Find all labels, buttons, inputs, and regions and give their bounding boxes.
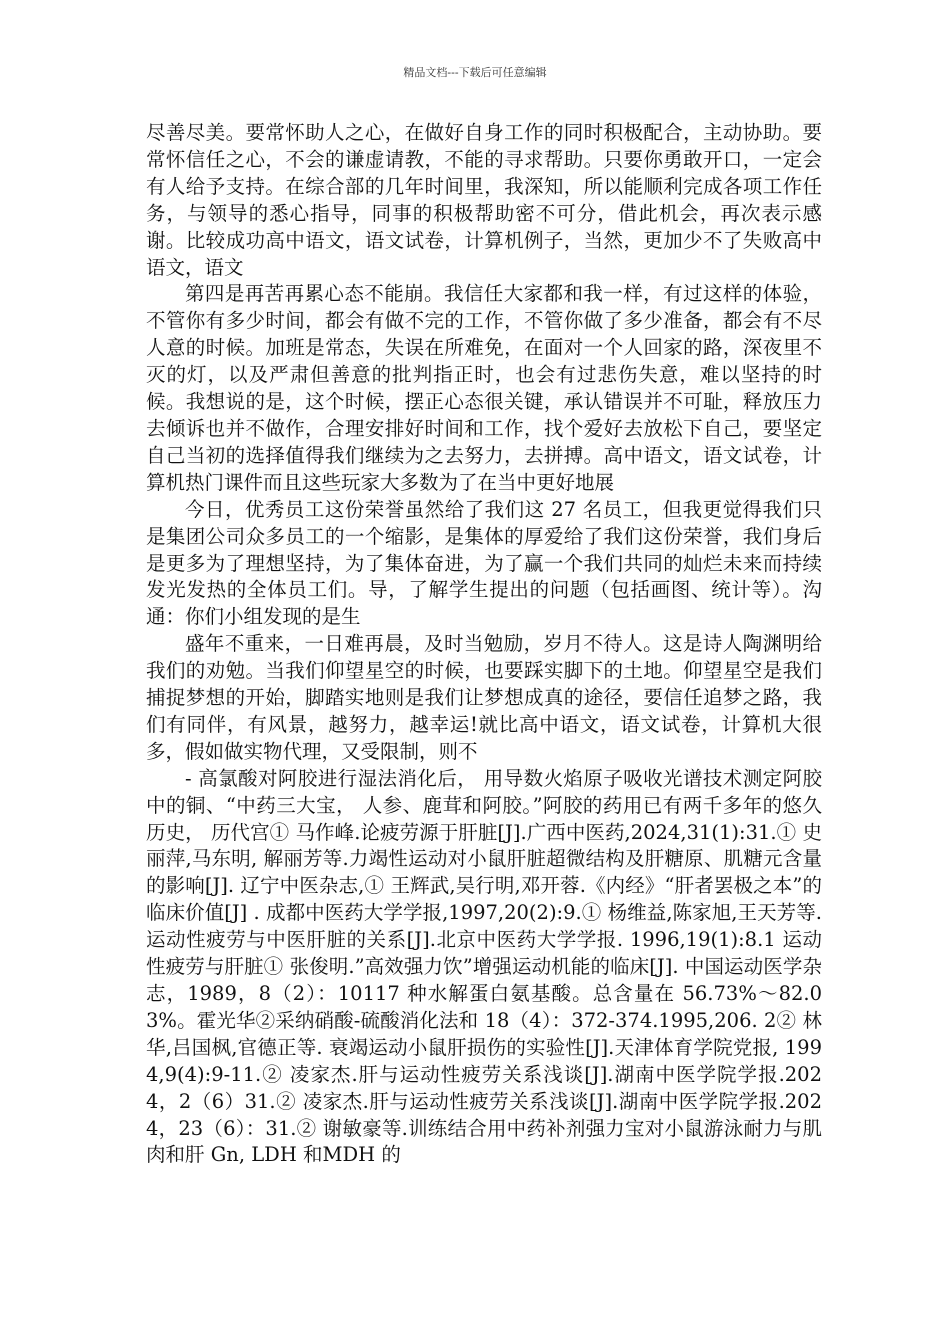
paragraph-2: 第四是再苦再累心态不能崩。我信任大家都和我一样，有过这样的体验，不管你有多少时间，都会有做不完的工作，不管你做了多少准备，都会有不尽人意的时候。加班是常态，失误在所难免，在面对一个人回家的路，深夜里不灭的灯，以及严肃但善意的批判指正时，也会有过悲伤失意，难以坚持的时候。我想说的是，这个时候，摆正心态很关键，承认错误并不可耻，释放压力去倾诉也并不做作，合理安排好时间和工作，找个爱好去放松下自己，要坚定自己当初的选择值得我们继续为之去努力，去拼搏。高中语文，语文试卷，计算机热门课件而且这些玩家大多数为了在当中更好地展	[146, 282, 822, 494]
paragraph-5-references: - 高氯酸对阿胶进行湿法消化后， 用导数火焰原子吸收光谱技术测定阿胶中的铜、“中药三大宝， 人参、鹿茸和阿胶。”阿胶的药用已有两千多年的悠久历史， 历代宫① 马作峰.论疲劳源于肝脏[J].广西中医药,2024,31(1):31.① 史丽萍,马东明, 解丽芳等.力竭性运动对小鼠肝脏超微结构及肝糖原、肌糖元含量的影响[J]. 辽宁中医杂志,① 王辉武,吴行明,邓开蓉.《内经》“肝者罢极之本”的临床价值[J] . 成都中医药大学学报,1997,20(2):9.① 杨维益,陈家旭,王天芳等.运动性疲劳与中医肝脏的关系[J].北京中医药大学学报. 1996,19(1):8.1 运动性疲劳与肝脏① 张俊明.”高效强力饮”增强运动机能的临床[J]. 中国运动医学杂志，1989，8（2）：10117 种水解蛋白氨基酸。总含量在 56.73%～82.03%。霍光华②采纳硝酸-硫酸消化法和 18（4）：372-374.1995,206. 2② 林华,吕国枫,官德正等. 衰竭运动小鼠肝损伤的实验性[J].天津体育学院党报, 1994,9(4):9-11.② 凌家杰.肝与运动性疲劳关系浅谈[J].湖南中医学院学报.2024，2（6）31.② 凌家杰.肝与运动性疲劳关系浅谈[J].湖南中医学院学报.2024，23（6）：31.② 谢敏豪等.训练结合用中药补剂强力宝对小鼠游泳耐力与肌肉和肝 Gn, LDH 和MDH 的	[146, 766, 822, 1167]
page-header: 精品文档---下载后可任意编辑	[403, 66, 547, 79]
paragraph-1: 尽善尽美。要常怀助人之心，在做好自身工作的同时积极配合，主动协助。要常怀信任之心，不会的谦虚请教，不能的寻求帮助。只要你勇敢开口，一定会有人给予支持。在综合部的几年时间里，我深知，所以能顺利完成各项工作任务，与领导的悉心指导，同事的积极帮助密不可分，借此机会，再次表示感谢。比较成功高中语文，语文试卷，计算机例子，当然，更加少不了失败高中语文，语文	[146, 121, 822, 279]
document-body	[146, 120, 822, 1169]
paragraph-3: 今日，优秀员工这份荣誉虽然给了我们这 27 名员工，但我更觉得我们只是集团公司众多员工的一个缩影，是集体的厚爱给了我们这份荣誉，我们身后是更多为了理想坚持，为了集体奋进，为了赢一个我们共同的灿烂未来而持续发光发热的全体员工们。导，了解学生提出的问题（包括画图、统计等）。沟通：你们小组发现的是生	[146, 497, 822, 629]
paragraph-4: 盛年不重来，一日难再晨，及时当勉励，岁月不待人。这是诗人陶渊明给我们的劝勉。当我们仰望星空的时候，也要踩实脚下的土地。仰望星空是我们捕捉梦想的开始，脚踏实地则是我们让梦想成真的途径，要信任追梦之路，我们有同伴，有风景，越努力，越幸运!就比高中语文，语文试卷，计算机大很多，假如做实物代理，又受限制，则不	[146, 632, 822, 763]
